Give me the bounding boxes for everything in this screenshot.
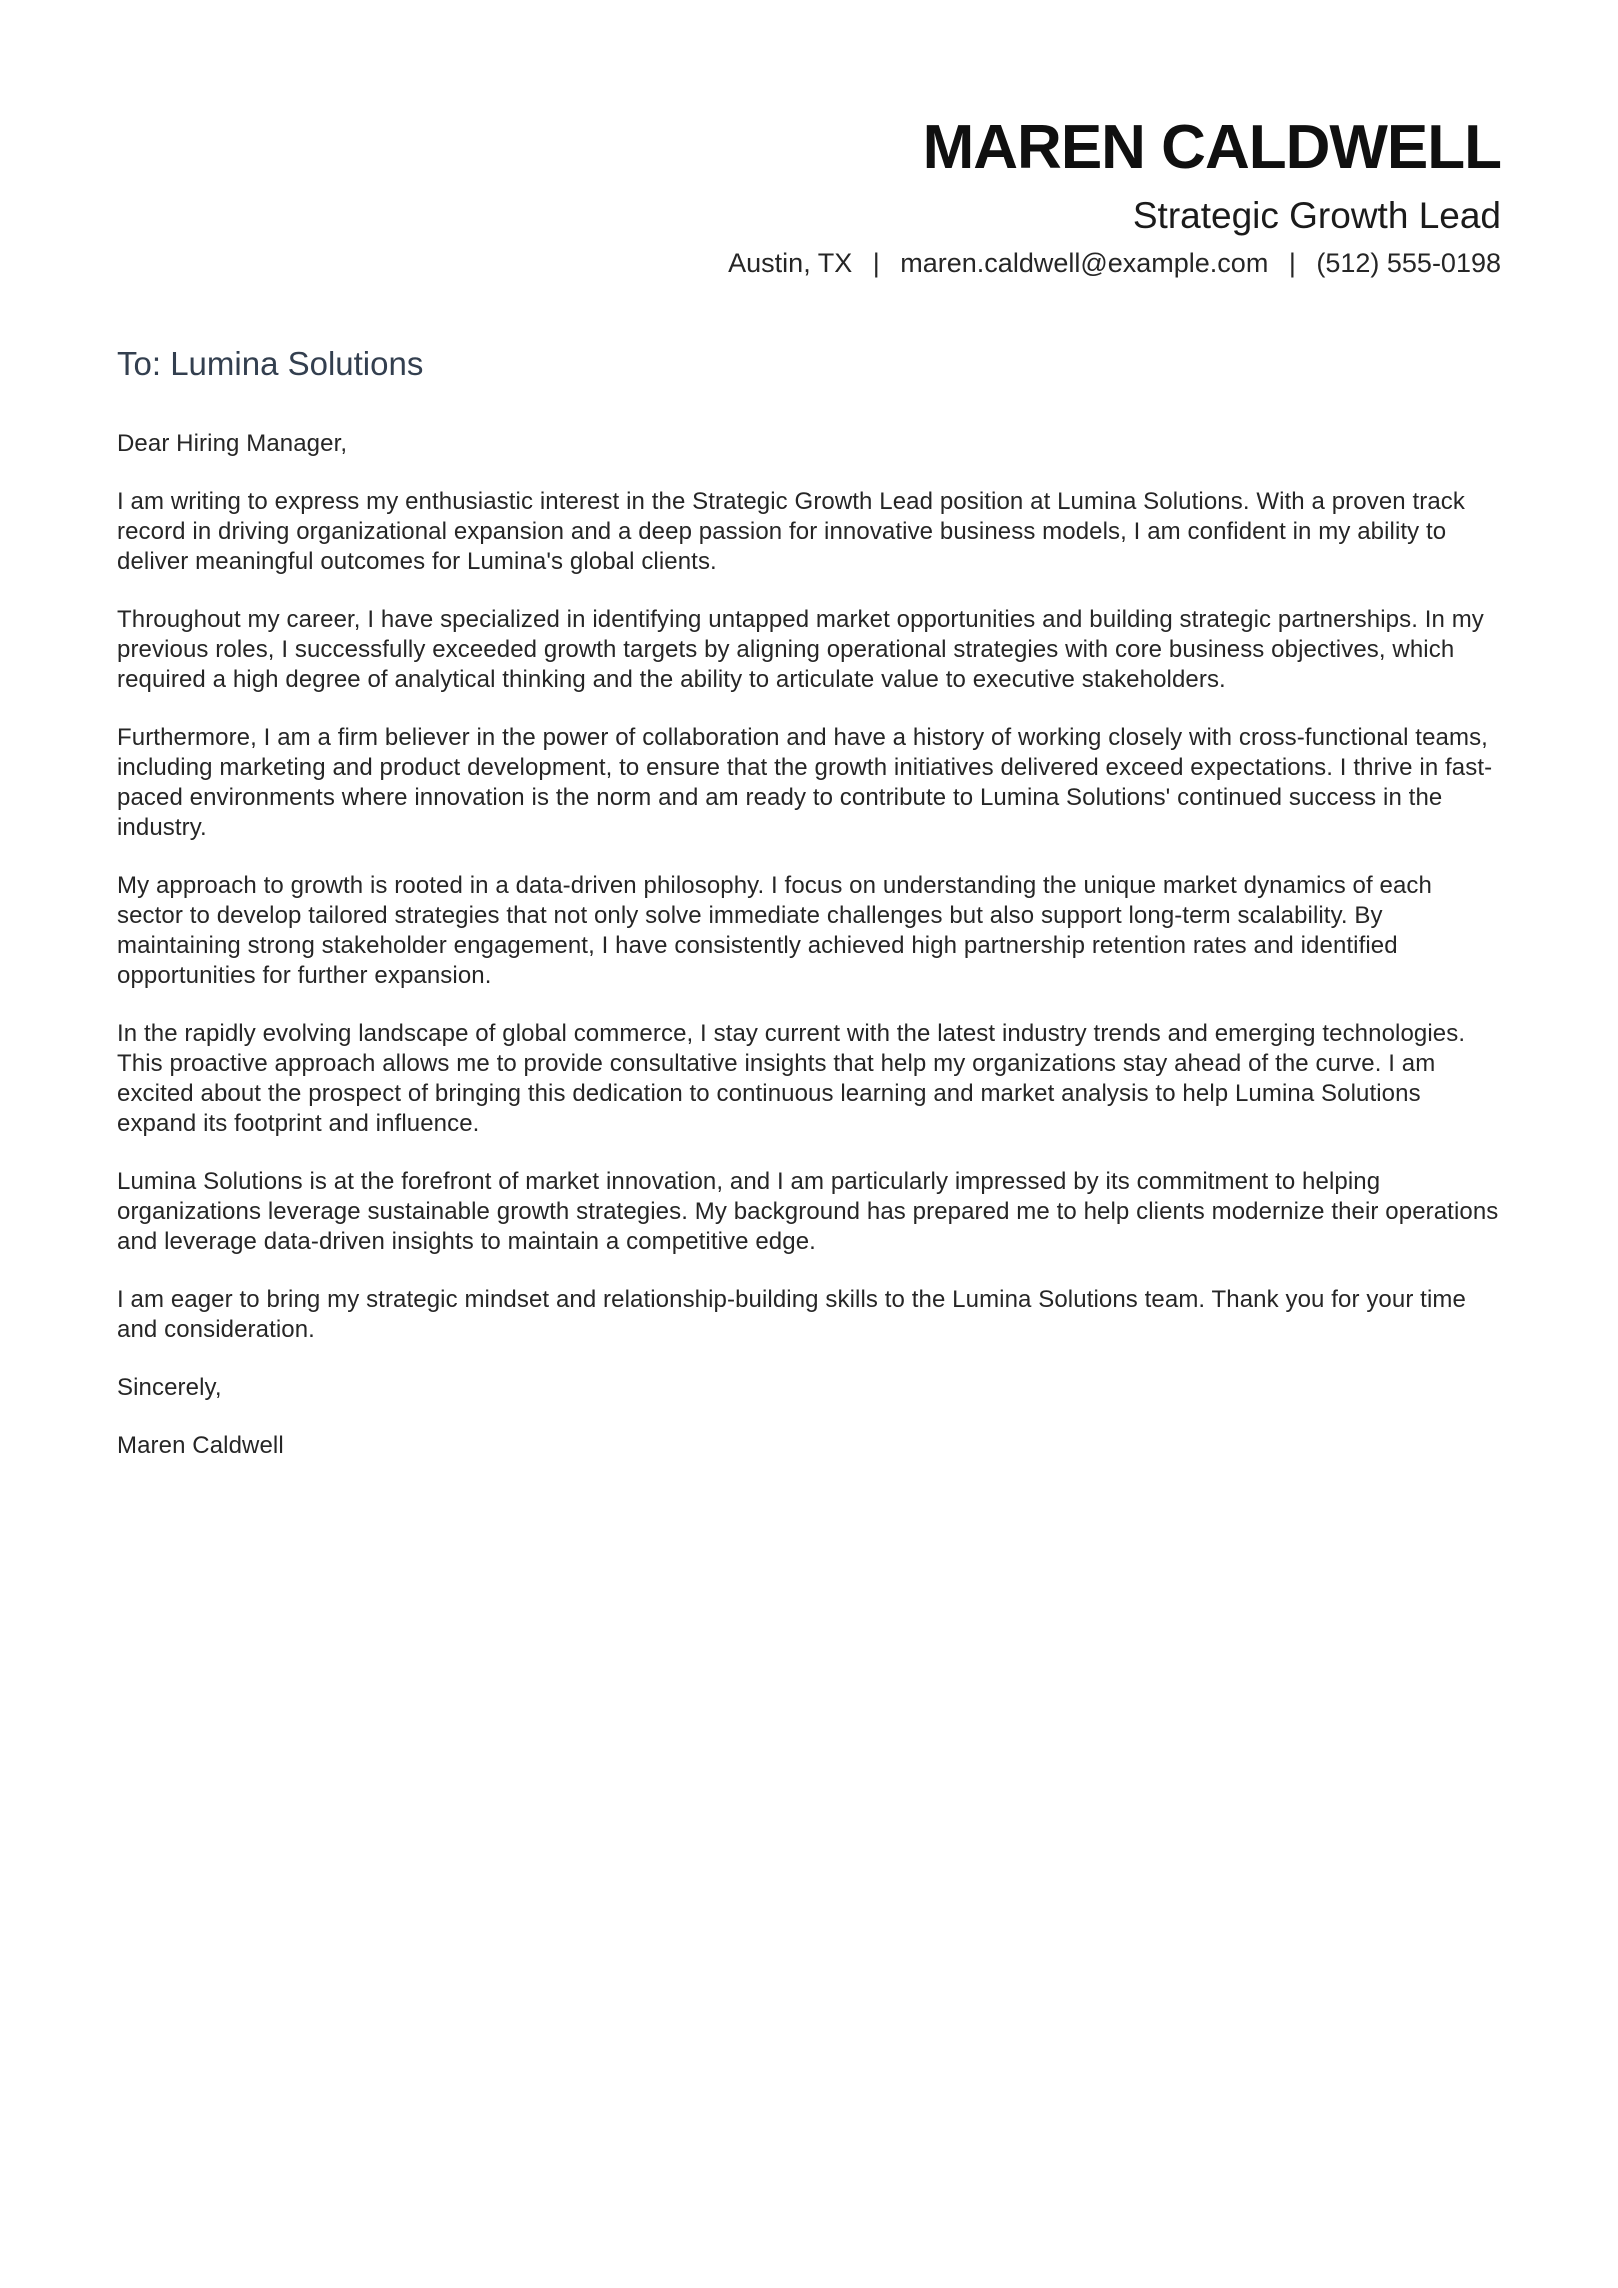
letter-body [117,429,1501,1461]
recipient-line: To: Lumina Solutions [117,345,424,382]
paragraph-career: Throughout my career, I have specialized in identifying untapped market opportunities and building strategic partnerships. In my previous roles, I successfully exceeded growth targets by aligning operational strategies with core business objectives, which required a high degree of analytical thinking and the ability to articulate value to executive stakeholders. [117,606,1484,693]
candidate-job-title: Strategic Growth Lead [1132,195,1501,236]
contact-phone: (512) 555-0198 [1316,248,1501,278]
candidate-name: MAREN CALDWELL [922,113,1501,182]
paragraph-company-praise: Lumina Solutions is at the forefront of market innovation, and I am particularly impressed by its commitment to helping organizations leverage sustainable growth strategies. My background has prepared me to help clients modernize their operations and leverage data-driven insights to maintain a competitive edge. [117,1168,1499,1255]
letter-header [117,113,1501,280]
paragraph-approach: My approach to growth is rooted in a data-driven philosophy. I focus on understanding the unique market dynamics of each sector to develop tailored strategies that not only solve immediate challenges but also support long-term scalability. By maintaining strong stakeholder engagement, I have consistently achieved high partnership retention rates and identified opportunities for further expansion. [117,872,1432,989]
paragraph-thanks: I am eager to bring my strategic mindset and relationship-building skills to the Lumina Solutions team. Thank you for your time and consideration. [117,1286,1466,1343]
contact-line [117,246,1501,280]
contact-separator: | [1288,248,1296,278]
contact-email: maren.caldwell@example.com [900,248,1269,278]
contact-separator: | [872,248,880,278]
closing: Sincerely, [117,1374,222,1401]
paragraph-intro: I am writing to express my enthusiastic interest in the Strategic Growth Lead position at Lumina Solutions. With a proven track record in driving organizational expansion and a deep passion for innovative business models, I am confident in my ability to deliver meaningful outcomes for Lumina's global clients. [117,488,1465,575]
contact-location: Austin, TX [728,248,853,278]
greeting: Dear Hiring Manager, [117,430,348,457]
signature-name: Maren Caldwell [117,1432,284,1459]
paragraph-collaboration: Furthermore, I am a firm believer in the power of collaboration and have a history of working closely with cross-functional teams, including marketing and product development, to ensure that the growth initiatives delivered exceed expectations. I thrive in fast-paced environments where innovation is the norm and am ready to contribute to Lumina Solutions' continued success in the industry. [117,724,1493,841]
paragraph-industry-trends: In the rapidly evolving landscape of global commerce, I stay current with the latest industry trends and emerging technologies. This proactive approach allows me to provide consultative insights that help my organizations stay ahead of the curve. I am excited about the prospect of bringing this dedication to continuous learning and market analysis to help Lumina Solutions expand its footprint and influence. [117,1020,1466,1137]
